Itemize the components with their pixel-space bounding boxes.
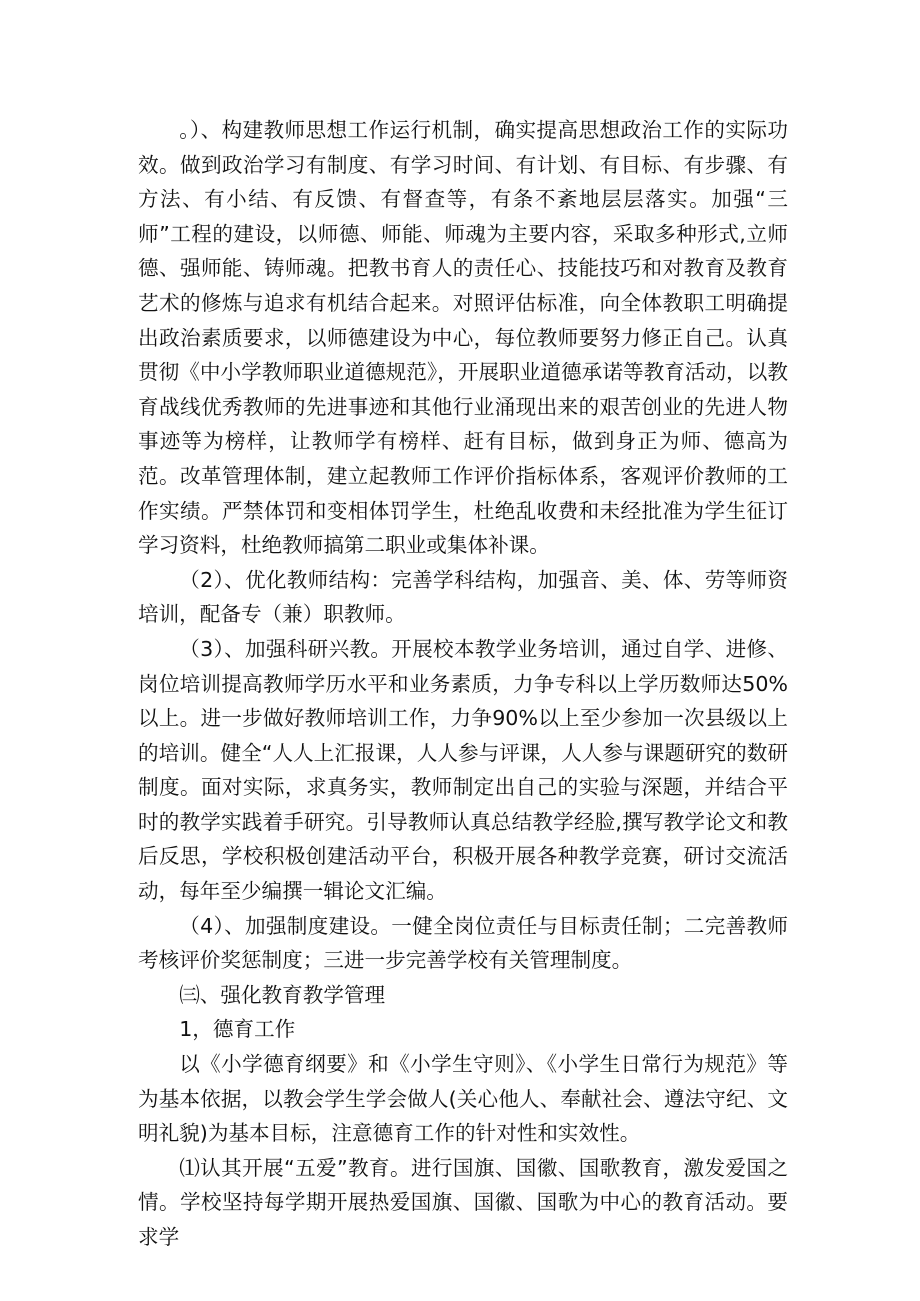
subsection-heading-moral-education: 1，德育工作 — [179, 1017, 296, 1042]
paragraph-research: （3）、加强科研兴教。开展校本教学业务培训，通过自学、进修、岗位培训提高教师学历水平和业务素质，力争专科以上学历数师达50%以上。进一步做好教师培训工作，力争90%以上至少参加一次县级以上的培训。健全“人人上汇报课，人人参与评课，人人参与课题研究的数研制度。面对实际，求真务实，教师制定出自己的实验与深题，并结合平时的教学实践着手研究。引导教师认真总结教学经脸,撰写教学论文和教后反思，学校积极创建活动平台，积极开展各种教学竞赛，研讨交流活动，每年至少编撰一辑论文汇编。 — [138, 636, 788, 904]
document-body — [138, 113, 788, 1255]
paragraph-five-loves: ⑴认其开展“五爱”教育。进行国旗、国徽、国歌教育，激发爱国之情。学校坚持每学期开展热爱国旗、国徽、国歌为中心的教育活动。要求学 — [138, 1155, 788, 1249]
paragraph-teacher-ideology: 。）、构建教师思想工作运行机制，确实提高思想政治工作的实际功效。做到政治学习有制度、有学习时间、有计划、有目标、有步骤、有方法、有小结、有反馈、有督查等，有条不紊地层层落实。加强“三师”工程的建设，以师德、师能、师魂为主要内容，采取多种形式,立师德、强师能、铸师魂。把教书育人的责任心、技能技巧和对教育及教育艺术的修炼与追求有机结合起来。对照评估标准，向全体教职工明确提出政治素质要求，以师德建设为中心，每位教师要努力修正自己。认真贯彻《中小学教师职业道德规范》，开展职业道德承诺等教育活动，以教育战线优秀教师的先进事迹和其他行业涌现出来的艰苦创业的先进人物事迹等为榜样，让教师学有榜样、赶有目标，做到身正为师、德高为范。改革管理体制，建立起教师工作评价指标体系，客观评价教师的工作实绩。严禁体罚和变相体罚学生，杜绝乱收费和未经批准为学生征订学习资料，杜绝教师搞第二职业或集体补课。 — [138, 118, 788, 558]
paragraph-teacher-structure: （2）、优化教师结构：完善学科结构，加强音、美、体、劳等师资培训，配备专（兼）职教师。 — [138, 567, 788, 627]
section-heading-teaching-management: ㈢、强化教育教学管理 — [179, 982, 386, 1007]
paragraph-moral-basis: 以《小学德育纲要》和《小学生守则》、《小学生日常行为规范》等为基本依据，以教会学生学会做人(关心他人、奉献社会、遵法守纪、文明礼貌)为基本目标，注意德育工作的针对性和实效性。 — [138, 1052, 788, 1146]
paragraph-system-building: （4）、加强制度建设。一健全岗位责任与目标责任制；二完善教师考核评价奖惩制度；三进一步完善学校有关管理制度。 — [138, 913, 788, 973]
